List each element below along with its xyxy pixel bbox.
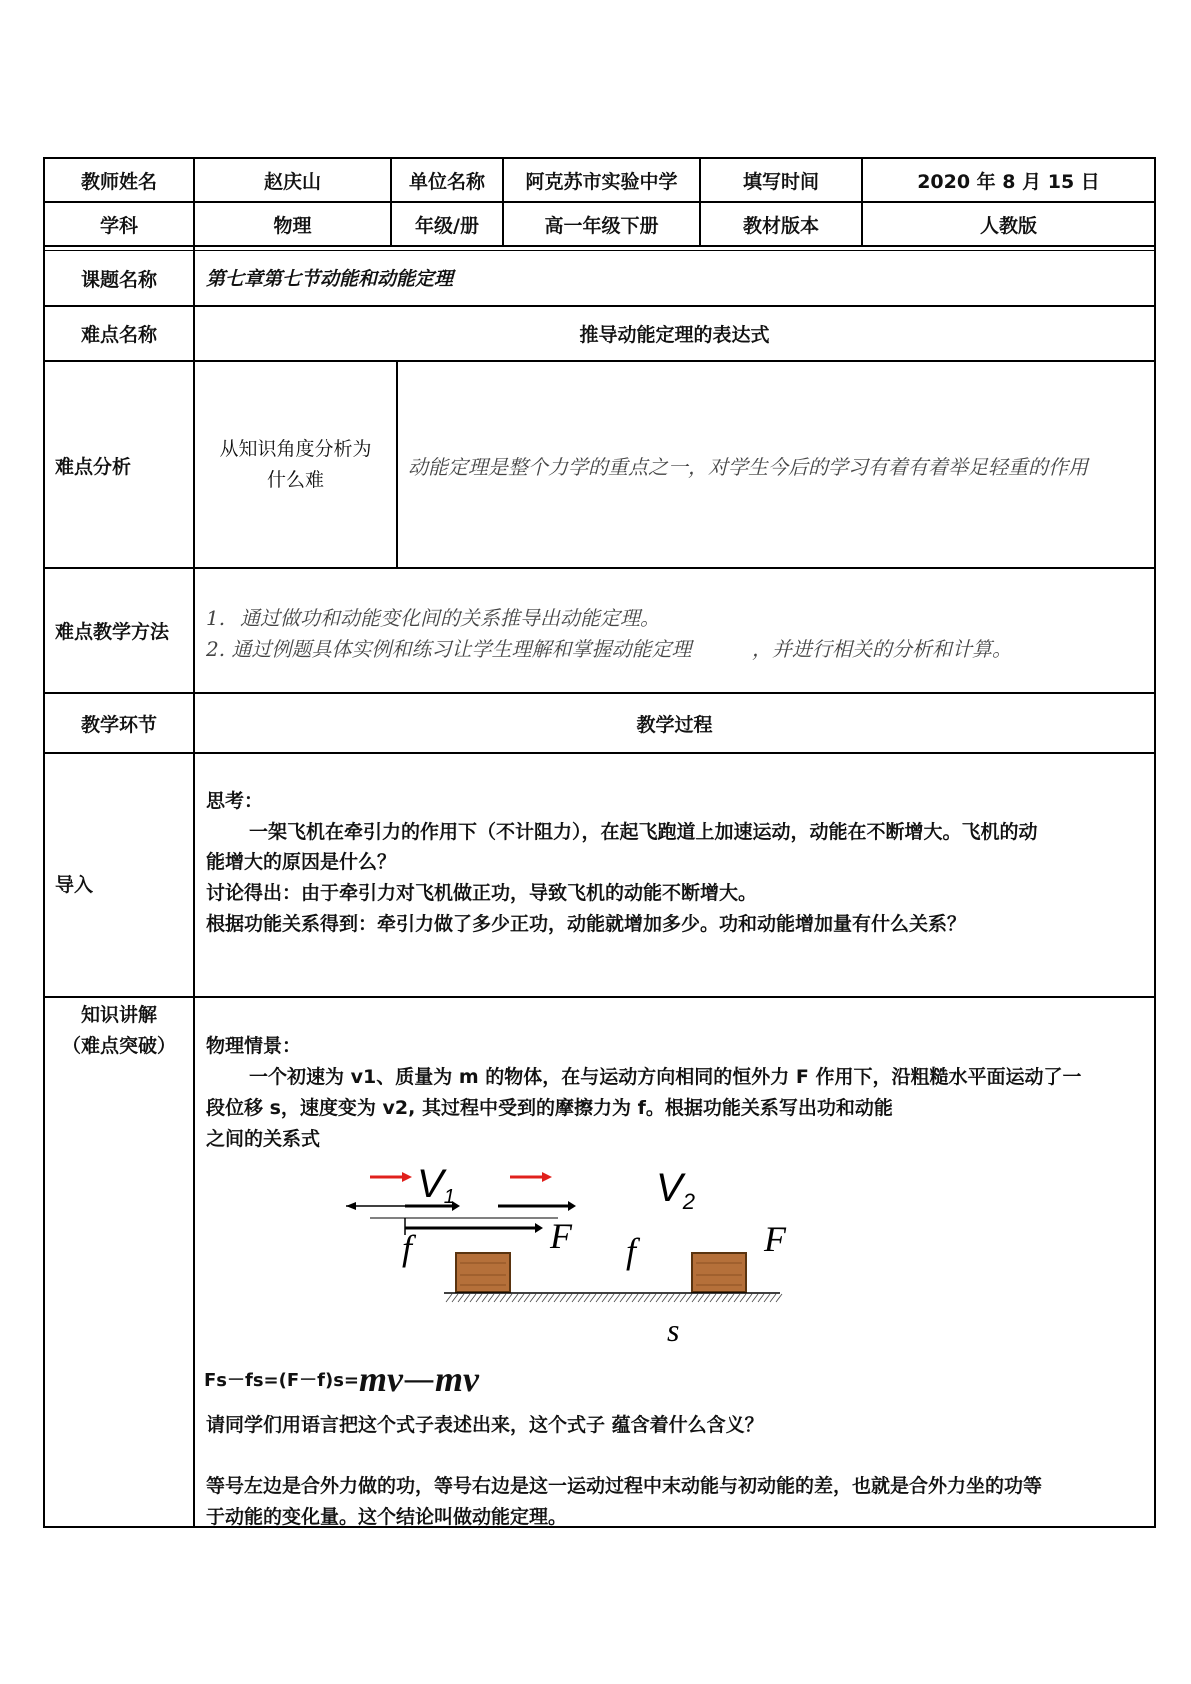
topic-label: 课题名称 <box>80 269 157 291</box>
ground-hatch <box>758 1294 764 1302</box>
ground-hatch <box>506 1294 512 1302</box>
process-section-title: 教学过程 <box>636 713 713 736</box>
intro-line1: 思考： <box>206 790 264 812</box>
teacher-name: 赵庆山 <box>263 170 321 193</box>
ground-hatch <box>524 1294 530 1302</box>
subject-value: 物理 <box>273 214 312 237</box>
ground-hatch <box>602 1294 608 1302</box>
ground-hatch <box>494 1294 500 1302</box>
intro-line2: 一架飞机在牵引力的作用下（不计阻力），在起飞跑道上加速运动，动能在不断增大。飞机的动 <box>249 821 1038 843</box>
knowledge-line1: 物理情景： <box>206 1035 302 1057</box>
knowledge-label-line2: （难点突破） <box>61 1035 176 1057</box>
knowledge-line4: 之间的关系式 <box>206 1128 321 1150</box>
subject-label: 学科 <box>99 214 138 237</box>
ground-hatch <box>746 1294 752 1302</box>
ground-hatch <box>752 1294 758 1302</box>
knowledge-label-line1: 知识讲解 <box>80 1004 157 1026</box>
s-label: s <box>667 1312 680 1348</box>
method-item2-part1: 2. 通过例题具体实例和练习让学生理解和掌握动能定理 <box>206 637 692 661</box>
analysis-sub-label-line2: 什么难 <box>266 469 324 491</box>
ground-hatch <box>554 1294 560 1302</box>
ground-hatch <box>530 1294 536 1302</box>
ground-hatch <box>764 1294 770 1302</box>
process-section-label: 教学环节 <box>80 713 157 736</box>
ground-hatch <box>776 1294 782 1302</box>
knowledge-answer-line1: 等号左边是合外力做的功，等号右边是这一运动过程中末动能与初动能的差，也就是合外力坐的功等 <box>206 1475 1043 1497</box>
ground-hatch <box>476 1294 482 1302</box>
ground-hatch <box>656 1294 662 1302</box>
ground-hatch <box>560 1294 566 1302</box>
formula-minus: — <box>403 1360 435 1398</box>
displacement-arrow <box>405 1218 543 1235</box>
unit-label: 单位名称 <box>408 170 485 193</box>
ground-hatch <box>446 1294 452 1302</box>
ground-hatch <box>716 1294 722 1302</box>
knowledge-answer-line2: 于动能的变化量。这个结论叫做动能定理。 <box>206 1506 568 1528</box>
analysis-sub-label-line1: 从知识角度分析为 <box>219 438 372 460</box>
date-label: 填写时间 <box>742 170 819 193</box>
ground-hatch <box>626 1294 632 1302</box>
ground-hatch <box>614 1294 620 1302</box>
ground-hatch <box>644 1294 650 1302</box>
block-left <box>456 1253 510 1292</box>
knowledge-line2: 一个初速为 v1、质量为 m 的物体，在与运动方向相同的恒外力 F 作用下，沿粗糙水平面运动了一 <box>249 1066 1082 1088</box>
red-arrow-right <box>510 1172 552 1182</box>
formula-mv1: mv <box>359 1359 403 1399</box>
ground-hatch <box>518 1294 524 1302</box>
ground-hatch <box>536 1294 542 1302</box>
ground-hatch <box>590 1294 596 1302</box>
ground-hatch <box>650 1294 656 1302</box>
difficulty-value: 推导动能定理的表达式 <box>579 324 770 346</box>
block-right <box>692 1253 746 1292</box>
date-value: 2020 年 8 月 15 日 <box>917 170 1100 193</box>
method-item1-num: 1. <box>206 606 226 630</box>
ground-hatch <box>512 1294 518 1302</box>
ground-hatch <box>668 1294 674 1302</box>
topic-value: 第七章第七节动能和动能定理 <box>206 268 454 290</box>
ground-hatch <box>770 1294 776 1302</box>
force-arrow-top <box>498 1201 576 1211</box>
ground-hatch <box>542 1294 548 1302</box>
ground-hatch <box>692 1294 698 1302</box>
ground-hatch <box>464 1294 470 1302</box>
F-label-left: F <box>550 1216 572 1256</box>
red-arrow-left <box>370 1172 412 1182</box>
intro-label: 导入 <box>55 874 94 896</box>
grade-value: 高一年级下册 <box>544 214 659 237</box>
v1-label: V1 <box>417 1162 455 1208</box>
friction-arrow <box>346 1202 405 1210</box>
ground-hatch <box>698 1294 704 1302</box>
unit-name: 阿克苏市实验中学 <box>525 170 678 193</box>
knowledge-question: 请同学们用语言把这个式子表述出来，这个式子 蕴含着什么含义？ <box>206 1414 764 1436</box>
analysis-sub-label <box>195 434 396 496</box>
ground-hatch <box>482 1294 488 1302</box>
ground-hatch <box>734 1294 740 1302</box>
teacher-label: 教师姓名 <box>80 170 157 193</box>
ground-hatch <box>722 1294 728 1302</box>
ground-hatch <box>608 1294 614 1302</box>
ground-surface <box>444 1293 782 1302</box>
formula-left: Fs－fs=(F－f)s= <box>204 1370 360 1391</box>
f-label-right: f <box>626 1231 637 1271</box>
ground-hatch <box>620 1294 626 1302</box>
method-label: 难点教学方法 <box>55 621 170 643</box>
formula <box>204 1358 479 1402</box>
ground-hatch <box>584 1294 590 1302</box>
ground-hatch <box>740 1294 746 1302</box>
ground-hatch <box>674 1294 680 1302</box>
intro-line3: 能增大的原因是什么？ <box>206 851 397 873</box>
edition-value: 人教版 <box>979 214 1037 237</box>
method-item1: 通过做功和动能变化间的关系推导出动能定理。 <box>240 606 660 630</box>
v1-subscript: 1 <box>443 1186 455 1208</box>
difficulty-label: 难点名称 <box>80 324 157 346</box>
analysis-value: 动能定理是整个力学的重点之一，对学生今后的学习有着有着举足轻重的作用 <box>408 455 1088 479</box>
edition-label: 教材版本 <box>742 214 819 237</box>
analysis-label: 难点分析 <box>55 456 132 478</box>
ground-hatch <box>728 1294 734 1302</box>
ground-hatch <box>680 1294 686 1302</box>
formula-mv2: mv <box>435 1359 479 1399</box>
ground-hatch <box>566 1294 572 1302</box>
ground-hatch <box>452 1294 458 1302</box>
knowledge-line3: 段位移 s，速度变为 v2, 其过程中受到的摩擦力为 f。根据功能关系写出功和动能 <box>206 1097 893 1119</box>
ground-hatch <box>500 1294 506 1302</box>
ground-hatch <box>596 1294 602 1302</box>
ground-hatch <box>710 1294 716 1302</box>
F-label-right: F <box>764 1219 786 1259</box>
ground-hatch <box>548 1294 554 1302</box>
ground-hatch <box>686 1294 692 1302</box>
ground-hatch <box>662 1294 668 1302</box>
intro-line4: 讨论得出：由于牵引力对飞机做正功，导致飞机的动能不断增大。 <box>206 882 758 904</box>
f-label-left: f <box>402 1228 413 1268</box>
ground-hatch <box>578 1294 584 1302</box>
ground-hatch <box>638 1294 644 1302</box>
v2-label: $V_2$ <box>656 1166 695 1214</box>
grade-label: 年级/册 <box>415 214 479 237</box>
intro-line5: 根据功能关系得到：牵引力做了多少正功，动能就增加多少。功和动能增加量有什么关系？ <box>206 913 967 935</box>
ground-hatch <box>632 1294 638 1302</box>
knowledge-label <box>45 1000 193 1062</box>
ground-hatch <box>458 1294 464 1302</box>
ground-hatch <box>470 1294 476 1302</box>
ground-hatch <box>704 1294 710 1302</box>
physics-diagram <box>330 1155 800 1365</box>
v2-subscript: 2 <box>682 1189 695 1214</box>
method-item2-part2: ，并进行相关的分析和计算。 <box>752 637 1012 661</box>
ground-hatch <box>572 1294 578 1302</box>
ground-hatch <box>488 1294 494 1302</box>
